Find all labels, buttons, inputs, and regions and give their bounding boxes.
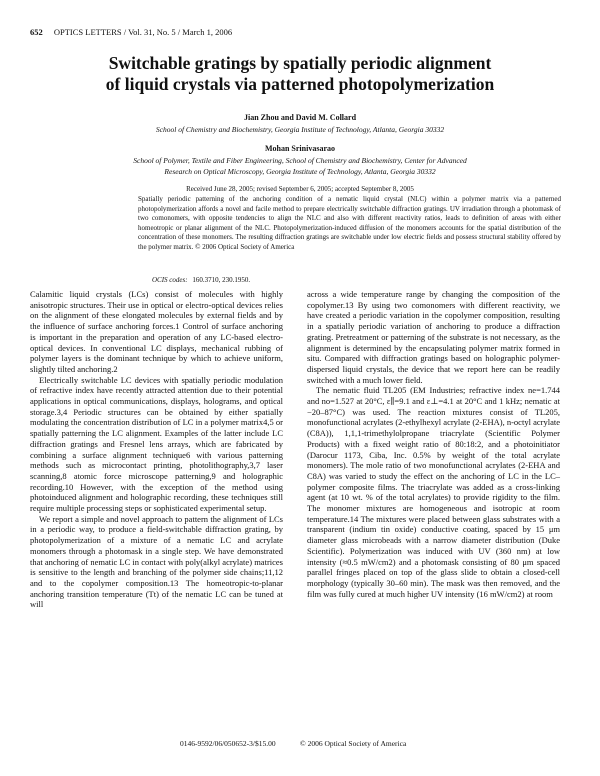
body-column-left — [30, 289, 283, 610]
body-column-right — [307, 289, 560, 599]
affiliation-2-line-1: School of Polymer, Textile and Fiber Engineering, School of Chemistry and Biochemistry, Center for Advanced — [133, 156, 467, 165]
title-line-2: of liquid crystals via patterned photopolymerization — [105, 74, 495, 94]
paragraph: The nematic fluid TL205 (EM Industries; refractive index ne=1.744 and no=1.527 at 20°C, ε∥=9.1 and ε⊥=4.1 at 20°C and 1 kHz; nematic at −20–87°C) was used. The reaction mixtures consist of TL205, monofunctional acrylates (2-ethylhexyl acrylate (2-EHA), n-octyl acrylate (C8A)), 1,1,1-trimethylolpropane triacrylate (Scientific Polymer Products) with a fixed weight ratio of 80:18:2, and a photoinitiator (Darocur 1173, Ciba, Inc. 0.5% by weight of the total acrylate monomers). The mole ratio of two monofunctional acrylates (2-EHA and C8A) was varied to study the effect on the anchoring of LC in the LC–polymer composite films. The triacrylate was added as a cross-linking agent (at 10 wt. % of the total acrylates) to provide rigidity to the film. The monomer mixtures are homogeneous and isotropic at room temperature.14 The mixtures were placed between glass substrates with a transparent (indium tin oxide) conductive coating, spaced by 15 μm diameter glass microbeads with a narrow diameter distribution (Duke Scientific). Polymerization was induced with UV (360 nm) at low intensity (≈0.5 mW/cm2) and a photomask consisting of 80 μm spaced parallel fringes placed on top of the glass slide to obtain a closed-cell morphology (typically 30–60 min). The mask was then removed, and the film was fully cured at much higher UV intensity (16 mW/cm2) at room — [307, 385, 560, 599]
article-title — [40, 53, 560, 95]
title-line-1: Switchable gratings by spatially periodic alignment — [108, 53, 492, 73]
affiliation-1 — [40, 124, 560, 135]
author-list-1: Jian Zhou and David M. Collard — [243, 113, 357, 122]
paragraph: We report a simple and novel approach to pattern the alignment of LCs in a periodic way, to produce a field-switchable diffraction grating, by photopolymerization of a mixture of a nematic LC and acrylate monomers through a photomask in a single step. We have demonstrated that anchoring of nematic LC in contact with poly(alkyl acrylate) matrices is sensitive to the length and branching of the polymer side chains;11,12 and to the copolymer composition.13 The homeotropic-to-planar anchoring transition temperature (Tt) of the nematic LC can be tuned at will — [30, 513, 283, 610]
abstract: Spatially periodic patterning of the anchoring condition of a nematic liquid crystal (NLC) within a polymer matrix via a patterned photopolymerization affords a novel and facile method to prepare electrically switchable diffraction gratings. UV irradiation through a photomask of two comonomers, with opposite tendencies to align the NLC and also with different reactivity ratios, leads to definition of areas with either homeotropic or planar alignment of the NLC. Photopolymerization-induced diffusion of the monomers accounts for the spatial distribution of the concentration of these monomers. The resulting diffraction gratings are switchable under low electric fields and possess structural stability offered by the polymer matrix. © 2006 Optical Society of America — [138, 195, 561, 251]
page-number: 652 — [30, 27, 43, 37]
affiliation-2-line-2: Research on Optical Microscopy, Georgia Institute of Technology, Atlanta, Georgia 30332 — [164, 167, 436, 176]
article-code: 0146-9592/06/050652-3/$15.00 — [180, 739, 276, 748]
ocis-codes — [152, 276, 250, 284]
journal-citation: OPTICS LETTERS / Vol. 31, No. 5 / March 1, 2006 — [53, 27, 233, 37]
received-dates: Received June 28, 2005; revised September 6, 2005; accepted September 8, 2005 — [186, 185, 414, 193]
author-list-2: Mohan Srinivasarao — [264, 144, 335, 153]
paragraph: Electrically switchable LC devices with spatially periodic modulation of refractive index have recently attracted attention due to their potential applications in optical communications, displays, holograms, and optical storage.3,4 Periodic structures can be obtained by either spatially modulating the concentration distribution of LC in a polymer matrix4,5 or spatially patterning the LC alignment. Examples of the latter include LC diffraction gratings and Fresnel lens arrays, which are fabricated by combining a surface alignment technique6 with various patterning methods such as microcontact printing, photolithography,3,7 laser scanning,8 atomic force microscope patterning,9 and holographic recording.10 However, with the exception of the method using photoinduced alignment and holographic recording, these techniques still require multiple processing steps or sophisticated experimental setup. — [30, 374, 283, 514]
affiliation-1-text: School of Chemistry and Biochemistry, Georgia Institute of Technology, Atlanta, Georgia 30332 — [155, 125, 445, 134]
copyright: © 2006 Optical Society of America — [300, 739, 407, 748]
ocis-values: 160.3710, 230.1950. — [192, 276, 251, 284]
ocis-label: OCIS codes: — [152, 276, 188, 284]
paragraph: Calamitic liquid crystals (LCs) consist of molecules with highly anisotropic structures. Their use in optical or electro-optical devices relies on the alignment of these elongated molecules by external fields and by the influence of surface anchoring forces.1 Control of surface anchoring is important in the preparation and operation of any LC-based electro-optical devices. In conventional LC displays, mechanical rubbing of polymer layers is the dominant technique by which to achieve uniform, slightly tilted anchoring.2 — [30, 289, 283, 374]
paragraph: across a wide temperature range by changing the composition of the copolymer.13 By using two comonomers with different reactivity, we have created a periodic variation in the copolymer composition, resulting in a spatially periodic variation of anchoring to produce a diffraction grating. Pretreatment or patterning of the substrate is not necessary, as the alignment is determined by the encapsulating polymer matrix formed in situ. Compared with diffraction gratings based on holographic polymer-dispersed liquid crystals, the device that we report here can be readily switched with a much lower field. — [307, 289, 560, 385]
affiliation-2 — [40, 155, 560, 177]
running-head — [30, 27, 232, 37]
